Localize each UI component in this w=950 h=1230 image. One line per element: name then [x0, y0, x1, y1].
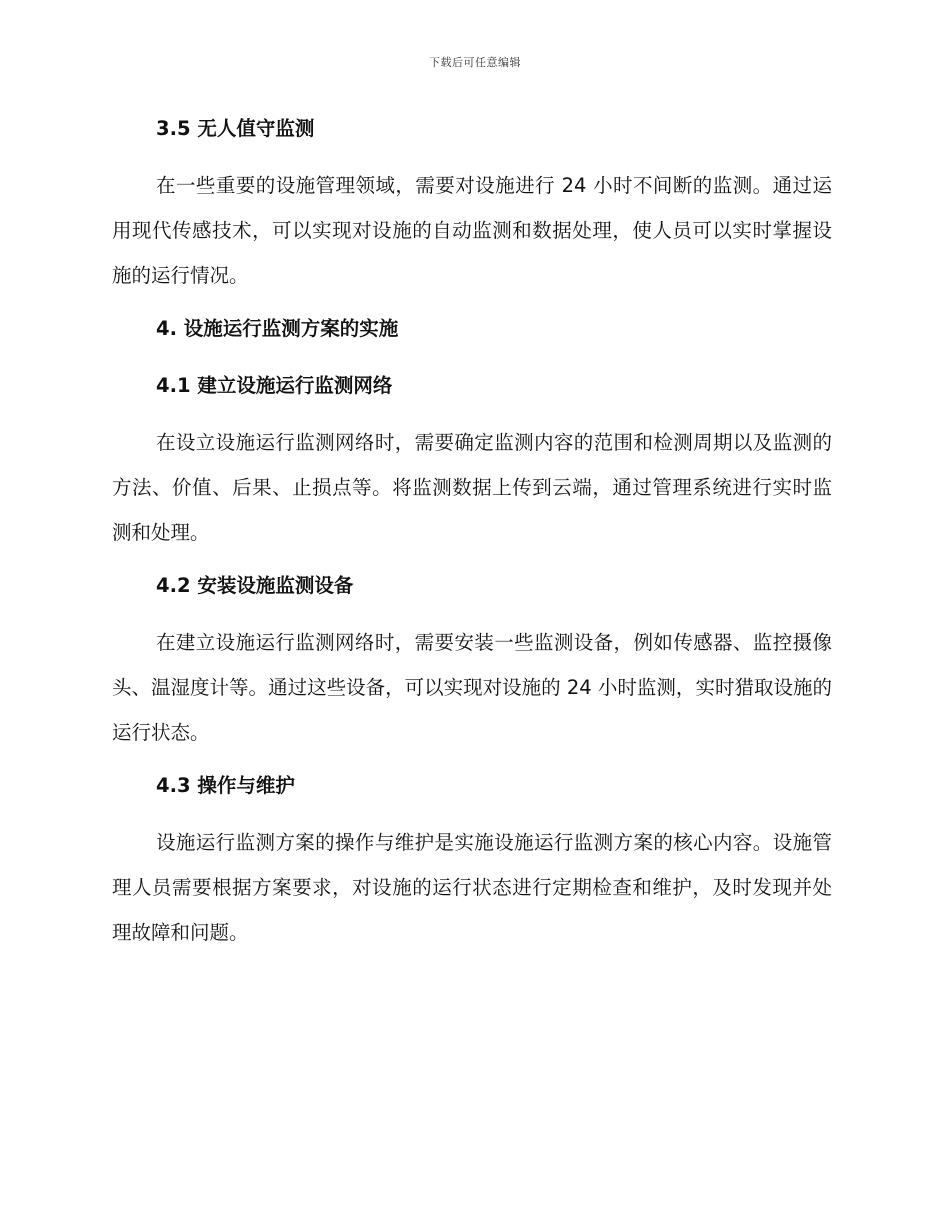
- section-heading-3-5: 3.5 无人值守监测: [156, 117, 315, 140]
- section-paragraph-4-3: 设施运行监测方案的操作与维护是实施设施运行监测方案的核心内容。设施管理人员需要根据方案要求，对设施的运行状态进行定期检查和维护，及时发现并处理故障和问题。: [112, 831, 832, 944]
- section-heading-4: 4. 设施运行监测方案的实施: [156, 317, 399, 340]
- section-paragraph-4-2: 在建立设施运行监测网络时，需要安装一些监测设备，例如传感器、监控摄像头、温湿度计等。通过这些设备，可以实现对设施的 24 小时监测，实时猎取设施的运行状态。: [112, 631, 832, 744]
- section-paragraph-4-1: 在设立设施运行监测网络时，需要确定监测内容的范围和检测周期以及监测的方法、价值、后果、止损点等。将监测数据上传到云端，通过管理系统进行实时监测和处理。: [112, 431, 832, 544]
- section-heading-4-1: 4.1 建立设施运行监测网络: [156, 374, 393, 397]
- document-body: [112, 110, 832, 955]
- header-note: 下载后可任意编辑: [429, 56, 521, 69]
- section-paragraph-3-5: 在一些重要的设施管理领域，需要对设施进行 24 小时不间断的监测。通过运用现代传感技术，可以实现对设施的自动监测和数据处理，使人员可以实时掌握设施的运行情况。: [112, 174, 832, 287]
- section-heading-4-3: 4.3 操作与维护: [156, 774, 295, 797]
- section-heading-4-2: 4.2 安装设施监测设备: [156, 574, 354, 597]
